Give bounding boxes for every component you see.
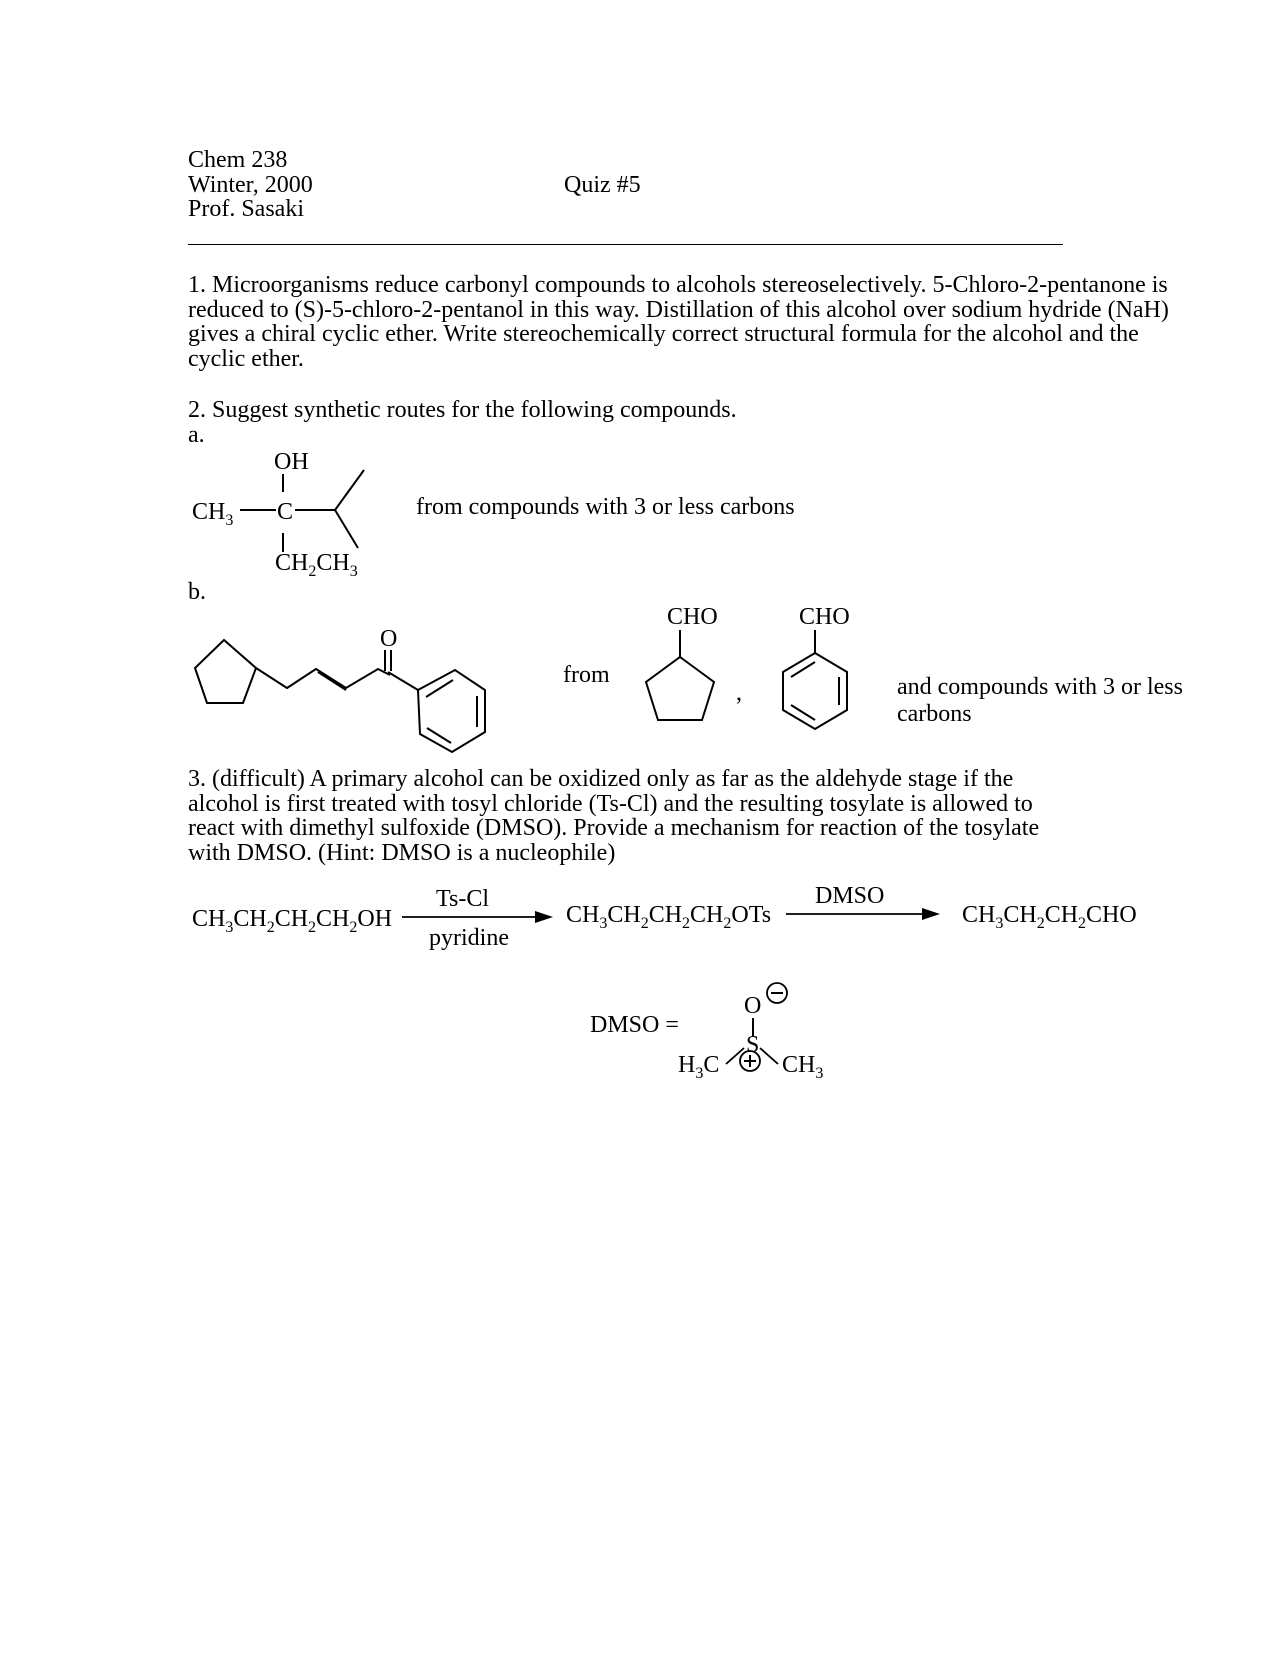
question-2b-note-line: carbons <box>897 701 972 727</box>
question-2-heading: 2. Suggest synthetic routes for the following compounds. <box>188 397 737 423</box>
question-2a-label: a. <box>188 422 205 448</box>
question-2b-label: b. <box>188 579 206 605</box>
benzaldehyde <box>783 630 847 729</box>
reaction-arrow-2 <box>786 908 940 920</box>
question-2b-from: from <box>563 662 610 688</box>
intermediate-tosylate: $CH_3CH_2CH_2CH_2OTs$ <box>566 902 772 932</box>
question-1-line: gives a chiral cyclic ether. Write stereochemically correct structural formula for the alcohol and the <box>188 321 1139 347</box>
structure-2a <box>240 470 364 552</box>
course-title: Chem 238 <box>188 147 288 173</box>
reactant-butanol: $CH_3CH_2CH_2CH_2OH$ <box>192 906 393 936</box>
term: Winter, 2000 <box>188 172 313 198</box>
question-2a-note: from compounds with 3 or less carbons <box>416 494 795 520</box>
cho-label-1: CHO <box>667 604 718 630</box>
question-3-line: react with dimethyl sulfoxide (DMSO). Provide a mechanism for reaction of the tosylate <box>188 815 1040 841</box>
structure-2b-target <box>195 640 485 752</box>
question-3-line: 3. (difficult) A primary alcohol can be oxidized only as far as the aldehyde stage if the <box>188 766 1014 792</box>
dmso-oxygen: O <box>744 993 762 1019</box>
carbon-label: C <box>277 499 294 525</box>
question-3-line: with DMSO. (Hint: DMSO is a nucleophile) <box>188 839 616 866</box>
hydroxyl-label: OH <box>274 449 309 475</box>
reagent-pyridine: pyridine <box>429 925 509 951</box>
dmso-equals: DMSO = <box>590 1012 679 1038</box>
product-butanal: $CH_3CH_2CH_2CHO$ <box>962 902 1137 932</box>
question-1-line: reduced to (S)-5-chloro-2-pentanol in this way. Distillation of this alcohol over sodium hydride (NaH) <box>188 296 1169 323</box>
quiz-title: Quiz #5 <box>564 172 641 198</box>
reagent-dmso: DMSO <box>815 883 885 909</box>
dmso-sulfur: S <box>746 1032 760 1058</box>
question-2b-note-line: and compounds with 3 or less <box>897 674 1183 700</box>
ethyl-label: $CH_2CH_3$ <box>275 550 358 580</box>
reaction-arrow-1 <box>402 911 553 923</box>
cyclopentane-carbaldehyde <box>646 630 714 720</box>
methyl-label: $CH_3$ <box>192 499 234 529</box>
reagent-tscl: Ts-Cl <box>436 886 489 912</box>
dmso-methyl-left: $H_3C$ <box>678 1052 720 1082</box>
professor: Prof. Sasaki <box>188 196 304 222</box>
cho-label-2: CHO <box>799 604 850 630</box>
carbonyl-oxygen-label: O <box>380 626 398 652</box>
question-3-line: alcohol is first treated with tosyl chloride (Ts-Cl) and the resulting tosylate is allowed to <box>188 790 1033 817</box>
oxygen-negative-charge <box>767 983 787 1003</box>
question-1-line: 1. Microorganisms reduce carbonyl compounds to alcohols stereoselectively. 5-Chloro-2-pentanone is <box>188 272 1168 298</box>
question-1-line: cyclic ether. <box>188 345 304 372</box>
separator-comma: , <box>736 680 742 706</box>
dmso-methyl-right: $CH_3$ <box>782 1052 824 1082</box>
